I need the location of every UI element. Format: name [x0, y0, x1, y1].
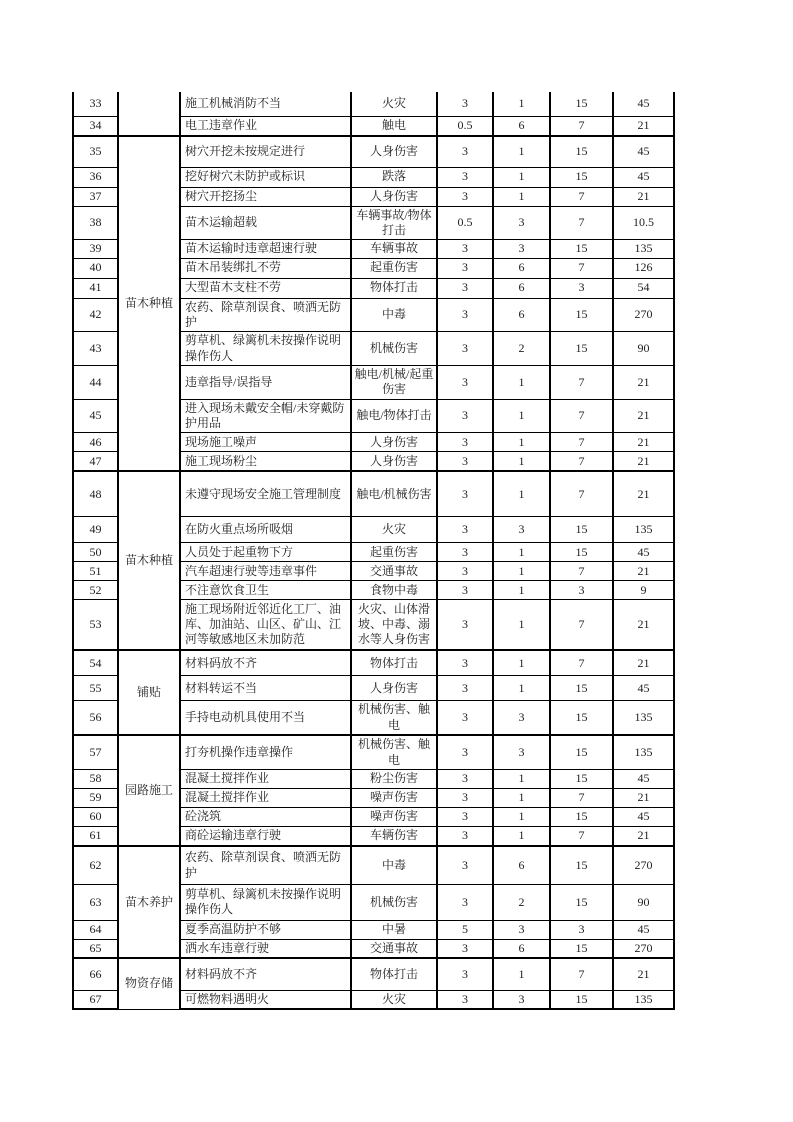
- value-cell: 3: [437, 517, 493, 543]
- row-number-cell: 47: [73, 452, 118, 471]
- value-cell: 3: [437, 581, 493, 600]
- value-cell: 3: [437, 167, 493, 187]
- value-cell: 126: [613, 258, 674, 278]
- hazard-description-cell: 材料码放不齐: [180, 958, 351, 990]
- value-cell: 7: [550, 206, 613, 240]
- hazard-description-cell: 挖好树穴未防护或标识: [180, 167, 351, 187]
- hazard-description-cell: 剪草机、绿篱机未按操作说明操作伤人: [180, 884, 351, 920]
- value-cell: 7: [550, 600, 613, 650]
- value-cell: 45: [613, 92, 674, 116]
- value-cell: 21: [613, 366, 674, 400]
- value-cell: 45: [613, 676, 674, 701]
- value-cell: 1: [493, 366, 550, 400]
- value-cell: 3: [493, 735, 550, 769]
- category-cell: [118, 92, 180, 136]
- hazard-type-cell: 粉尘伤害: [351, 769, 437, 788]
- value-cell: 3: [493, 517, 550, 543]
- value-cell: 15: [550, 846, 613, 884]
- value-cell: 7: [550, 471, 613, 517]
- hazard-description-cell: 夏季高温防护不够: [180, 920, 351, 939]
- value-cell: 0.5: [437, 116, 493, 136]
- value-cell: 1: [493, 676, 550, 701]
- hazard-description-cell: 苗木运输超载: [180, 206, 351, 240]
- row-number-cell: 55: [73, 676, 118, 701]
- value-cell: 1: [493, 452, 550, 471]
- row-number-cell: 53: [73, 600, 118, 650]
- hazard-description-cell: 苗木运输时违章超速行驶: [180, 240, 351, 258]
- category-cell: 园路施工: [118, 735, 180, 846]
- value-cell: 3: [437, 990, 493, 1009]
- value-cell: 270: [613, 939, 674, 958]
- hazard-type-cell: 人身伤害: [351, 676, 437, 701]
- value-cell: 1: [493, 769, 550, 788]
- value-cell: 1: [493, 543, 550, 562]
- value-cell: 3: [437, 846, 493, 884]
- value-cell: 6: [493, 258, 550, 278]
- value-cell: 7: [550, 452, 613, 471]
- row-number-cell: 43: [73, 332, 118, 366]
- value-cell: 1: [493, 650, 550, 676]
- value-cell: 1: [493, 958, 550, 990]
- row-number-cell: 35: [73, 136, 118, 167]
- category-cell: 铺贴: [118, 650, 180, 735]
- category-cell: 苗木种植: [118, 136, 180, 471]
- table-row: [73, 650, 674, 676]
- risk-table-body: [73, 92, 674, 1009]
- hazard-type-cell: 触电: [351, 116, 437, 136]
- hazard-type-cell: 人身伤害: [351, 187, 437, 206]
- value-cell: 3: [437, 939, 493, 958]
- hazard-description-cell: 施工现场粉尘: [180, 452, 351, 471]
- hazard-type-cell: 中暑: [351, 920, 437, 939]
- value-cell: 21: [613, 399, 674, 433]
- row-number-cell: 60: [73, 807, 118, 826]
- row-number-cell: 41: [73, 278, 118, 298]
- hazard-type-cell: 机械伤害、触电: [351, 735, 437, 769]
- category-cell: 物资存储: [118, 958, 180, 1009]
- row-number-cell: 49: [73, 517, 118, 543]
- hazard-description-cell: 农药、除草剂误食、喷洒无防护: [180, 846, 351, 884]
- value-cell: 3: [437, 258, 493, 278]
- hazard-description-cell: 大型苗木支柱不劳: [180, 278, 351, 298]
- value-cell: 45: [613, 920, 674, 939]
- value-cell: 21: [613, 116, 674, 136]
- value-cell: 45: [613, 543, 674, 562]
- value-cell: 21: [613, 471, 674, 517]
- hazard-description-cell: 不注意饮食卫生: [180, 581, 351, 600]
- value-cell: 15: [550, 990, 613, 1009]
- value-cell: 15: [550, 807, 613, 826]
- row-number-cell: 42: [73, 298, 118, 332]
- hazard-type-cell: 火灾: [351, 990, 437, 1009]
- value-cell: 3: [437, 240, 493, 258]
- hazard-type-cell: 车辆伤害: [351, 826, 437, 846]
- value-cell: 1: [493, 807, 550, 826]
- row-number-cell: 37: [73, 187, 118, 206]
- value-cell: 90: [613, 332, 674, 366]
- hazard-description-cell: 违章指导/误指导: [180, 366, 351, 400]
- row-number-cell: 52: [73, 581, 118, 600]
- hazard-description-cell: 洒水车违章行驶: [180, 939, 351, 958]
- value-cell: 6: [493, 278, 550, 298]
- value-cell: 6: [493, 116, 550, 136]
- row-number-cell: 67: [73, 990, 118, 1009]
- value-cell: 21: [613, 600, 674, 650]
- hazard-description-cell: 商砼运输违章行驶: [180, 826, 351, 846]
- value-cell: 3: [493, 701, 550, 735]
- value-cell: 3: [437, 433, 493, 452]
- hazard-description-cell: 施工机械消防不当: [180, 92, 351, 116]
- hazard-type-cell: 跌落: [351, 167, 437, 187]
- hazard-description-cell: 树穴开挖未按规定进行: [180, 136, 351, 167]
- value-cell: 1: [493, 167, 550, 187]
- hazard-type-cell: 触电/机械/起重伤害: [351, 366, 437, 400]
- value-cell: 7: [550, 650, 613, 676]
- hazard-type-cell: 机械伤害: [351, 332, 437, 366]
- value-cell: 3: [437, 884, 493, 920]
- row-number-cell: 57: [73, 735, 118, 769]
- hazard-type-cell: 触电/机械伤害: [351, 471, 437, 517]
- value-cell: 1: [493, 788, 550, 807]
- hazard-type-cell: 中毒: [351, 846, 437, 884]
- value-cell: 3: [437, 187, 493, 206]
- value-cell: 2: [493, 332, 550, 366]
- value-cell: 3: [437, 600, 493, 650]
- hazard-description-cell: 苗木吊装绑扎不劳: [180, 258, 351, 278]
- value-cell: 3: [437, 735, 493, 769]
- hazard-type-cell: 交通事故: [351, 562, 437, 581]
- hazard-type-cell: 火灾: [351, 92, 437, 116]
- value-cell: 3: [437, 676, 493, 701]
- value-cell: 21: [613, 187, 674, 206]
- value-cell: 15: [550, 884, 613, 920]
- value-cell: 1: [493, 92, 550, 116]
- hazard-type-cell: 车辆事故/物体打击: [351, 206, 437, 240]
- row-number-cell: 58: [73, 769, 118, 788]
- value-cell: 3: [437, 136, 493, 167]
- value-cell: 3: [550, 278, 613, 298]
- value-cell: 1: [493, 433, 550, 452]
- hazard-type-cell: 噪声伤害: [351, 788, 437, 807]
- value-cell: 3: [437, 650, 493, 676]
- value-cell: 135: [613, 735, 674, 769]
- value-cell: 15: [550, 167, 613, 187]
- value-cell: 3: [493, 990, 550, 1009]
- value-cell: 0.5: [437, 206, 493, 240]
- value-cell: 45: [613, 807, 674, 826]
- value-cell: 9: [613, 581, 674, 600]
- value-cell: 7: [550, 116, 613, 136]
- hazard-description-cell: 施工现场附近邻近化工厂、油库、加油站、山区、矿山、江河等敏感地区未加防范: [180, 600, 351, 650]
- category-cell: 苗木养护: [118, 846, 180, 958]
- value-cell: 270: [613, 298, 674, 332]
- hazard-type-cell: 起重伤害: [351, 543, 437, 562]
- hazard-type-cell: 物体打击: [351, 278, 437, 298]
- value-cell: 3: [437, 958, 493, 990]
- value-cell: 15: [550, 701, 613, 735]
- value-cell: 15: [550, 676, 613, 701]
- hazard-description-cell: 未遵守现场安全施工管理制度: [180, 471, 351, 517]
- hazard-description-cell: 在防火重点场所吸烟: [180, 517, 351, 543]
- hazard-type-cell: 食物中毒: [351, 581, 437, 600]
- value-cell: 7: [550, 258, 613, 278]
- row-number-cell: 59: [73, 788, 118, 807]
- hazard-type-cell: 中毒: [351, 298, 437, 332]
- value-cell: 45: [613, 769, 674, 788]
- value-cell: 3: [437, 769, 493, 788]
- value-cell: 7: [550, 826, 613, 846]
- hazard-description-cell: 农药、除草剂误食、喷洒无防护: [180, 298, 351, 332]
- value-cell: 3: [437, 562, 493, 581]
- row-number-cell: 40: [73, 258, 118, 278]
- row-number-cell: 38: [73, 206, 118, 240]
- value-cell: 21: [613, 650, 674, 676]
- row-number-cell: 62: [73, 846, 118, 884]
- value-cell: 15: [550, 735, 613, 769]
- hazard-description-cell: 材料码放不齐: [180, 650, 351, 676]
- hazard-description-cell: 进入现场未戴安全帽/未穿戴防护用品: [180, 399, 351, 433]
- hazard-type-cell: 起重伤害: [351, 258, 437, 278]
- table-row: [73, 471, 674, 517]
- value-cell: 10.5: [613, 206, 674, 240]
- value-cell: 54: [613, 278, 674, 298]
- hazard-description-cell: 现场施工噪声: [180, 433, 351, 452]
- hazard-description-cell: 电工违章作业: [180, 116, 351, 136]
- value-cell: 3: [550, 581, 613, 600]
- hazard-type-cell: 物体打击: [351, 958, 437, 990]
- hazard-type-cell: 人身伤害: [351, 136, 437, 167]
- value-cell: 3: [437, 543, 493, 562]
- value-cell: 3: [550, 920, 613, 939]
- row-number-cell: 51: [73, 562, 118, 581]
- value-cell: 21: [613, 562, 674, 581]
- value-cell: 90: [613, 884, 674, 920]
- row-number-cell: 34: [73, 116, 118, 136]
- value-cell: 7: [550, 366, 613, 400]
- row-number-cell: 64: [73, 920, 118, 939]
- value-cell: 6: [493, 846, 550, 884]
- row-number-cell: 66: [73, 958, 118, 990]
- hazard-type-cell: 人身伤害: [351, 452, 437, 471]
- hazard-description-cell: 树穴开挖扬尘: [180, 187, 351, 206]
- value-cell: 15: [550, 939, 613, 958]
- value-cell: 3: [437, 701, 493, 735]
- hazard-description-cell: 手持电动机具使用不当: [180, 701, 351, 735]
- hazard-type-cell: 火灾、山体滑坡、中毒、溺水等人身伤害: [351, 600, 437, 650]
- row-number-cell: 45: [73, 399, 118, 433]
- row-number-cell: 36: [73, 167, 118, 187]
- row-number-cell: 46: [73, 433, 118, 452]
- hazard-description-cell: 材料转运不当: [180, 676, 351, 701]
- value-cell: 270: [613, 846, 674, 884]
- hazard-description-cell: 剪草机、绿篱机未按操作说明操作伤人: [180, 332, 351, 366]
- value-cell: 1: [493, 187, 550, 206]
- value-cell: 21: [613, 958, 674, 990]
- hazard-type-cell: 机械伤害: [351, 884, 437, 920]
- value-cell: 3: [437, 366, 493, 400]
- value-cell: 3: [437, 278, 493, 298]
- value-cell: 5: [437, 920, 493, 939]
- hazard-description-cell: 人员处于起重物下方: [180, 543, 351, 562]
- hazard-description-cell: 可燃物料遇明火: [180, 990, 351, 1009]
- row-number-cell: 54: [73, 650, 118, 676]
- table-row: [73, 846, 674, 884]
- value-cell: 3: [437, 826, 493, 846]
- row-number-cell: 61: [73, 826, 118, 846]
- value-cell: 7: [550, 399, 613, 433]
- table-row: [73, 958, 674, 990]
- value-cell: 7: [550, 788, 613, 807]
- value-cell: 21: [613, 452, 674, 471]
- value-cell: 3: [437, 332, 493, 366]
- value-cell: 45: [613, 167, 674, 187]
- value-cell: 21: [613, 826, 674, 846]
- value-cell: 1: [493, 826, 550, 846]
- value-cell: 3: [437, 399, 493, 433]
- value-cell: 3: [493, 920, 550, 939]
- risk-assessment-table: [72, 92, 675, 1010]
- value-cell: 21: [613, 433, 674, 452]
- value-cell: 15: [550, 298, 613, 332]
- value-cell: 6: [493, 939, 550, 958]
- hazard-type-cell: 触电/物体打击: [351, 399, 437, 433]
- value-cell: 15: [550, 332, 613, 366]
- value-cell: 1: [493, 471, 550, 517]
- value-cell: 15: [550, 517, 613, 543]
- row-number-cell: 33: [73, 92, 118, 116]
- value-cell: 15: [550, 769, 613, 788]
- value-cell: 1: [493, 562, 550, 581]
- category-cell: 苗木种植: [118, 471, 180, 650]
- value-cell: 1: [493, 399, 550, 433]
- hazard-type-cell: 人身伤害: [351, 433, 437, 452]
- value-cell: 135: [613, 240, 674, 258]
- row-number-cell: 48: [73, 471, 118, 517]
- hazard-description-cell: 混凝土搅拌作业: [180, 769, 351, 788]
- value-cell: 21: [613, 788, 674, 807]
- value-cell: 3: [437, 788, 493, 807]
- row-number-cell: 50: [73, 543, 118, 562]
- value-cell: 1: [493, 600, 550, 650]
- row-number-cell: 56: [73, 701, 118, 735]
- value-cell: 15: [550, 92, 613, 116]
- row-number-cell: 63: [73, 884, 118, 920]
- table-row: [73, 735, 674, 769]
- value-cell: 15: [550, 136, 613, 167]
- value-cell: 6: [493, 298, 550, 332]
- hazard-type-cell: 火灾: [351, 517, 437, 543]
- hazard-description-cell: 砼浇筑: [180, 807, 351, 826]
- hazard-type-cell: 交通事故: [351, 939, 437, 958]
- value-cell: 3: [437, 471, 493, 517]
- hazard-description-cell: 混凝土搅拌作业: [180, 788, 351, 807]
- row-number-cell: 65: [73, 939, 118, 958]
- value-cell: 7: [550, 433, 613, 452]
- value-cell: 7: [550, 958, 613, 990]
- row-number-cell: 44: [73, 366, 118, 400]
- value-cell: 135: [613, 517, 674, 543]
- table-row: [73, 92, 674, 116]
- row-number-cell: 39: [73, 240, 118, 258]
- value-cell: 3: [437, 807, 493, 826]
- hazard-type-cell: 物体打击: [351, 650, 437, 676]
- hazard-type-cell: 车辆事故: [351, 240, 437, 258]
- value-cell: 1: [493, 581, 550, 600]
- hazard-description-cell: 打夯机操作违章操作: [180, 735, 351, 769]
- hazard-type-cell: 噪声伤害: [351, 807, 437, 826]
- hazard-description-cell: 汽车超速行驶等违章事件: [180, 562, 351, 581]
- value-cell: 1: [493, 136, 550, 167]
- value-cell: 3: [437, 92, 493, 116]
- value-cell: 7: [550, 187, 613, 206]
- value-cell: 15: [550, 543, 613, 562]
- value-cell: 3: [493, 240, 550, 258]
- value-cell: 3: [437, 298, 493, 332]
- table-row: [73, 136, 674, 167]
- value-cell: 45: [613, 136, 674, 167]
- hazard-type-cell: 机械伤害、触电: [351, 701, 437, 735]
- value-cell: 3: [437, 452, 493, 471]
- value-cell: 7: [550, 562, 613, 581]
- value-cell: 15: [550, 240, 613, 258]
- value-cell: 2: [493, 884, 550, 920]
- value-cell: 135: [613, 990, 674, 1009]
- value-cell: 3: [493, 206, 550, 240]
- value-cell: 135: [613, 701, 674, 735]
